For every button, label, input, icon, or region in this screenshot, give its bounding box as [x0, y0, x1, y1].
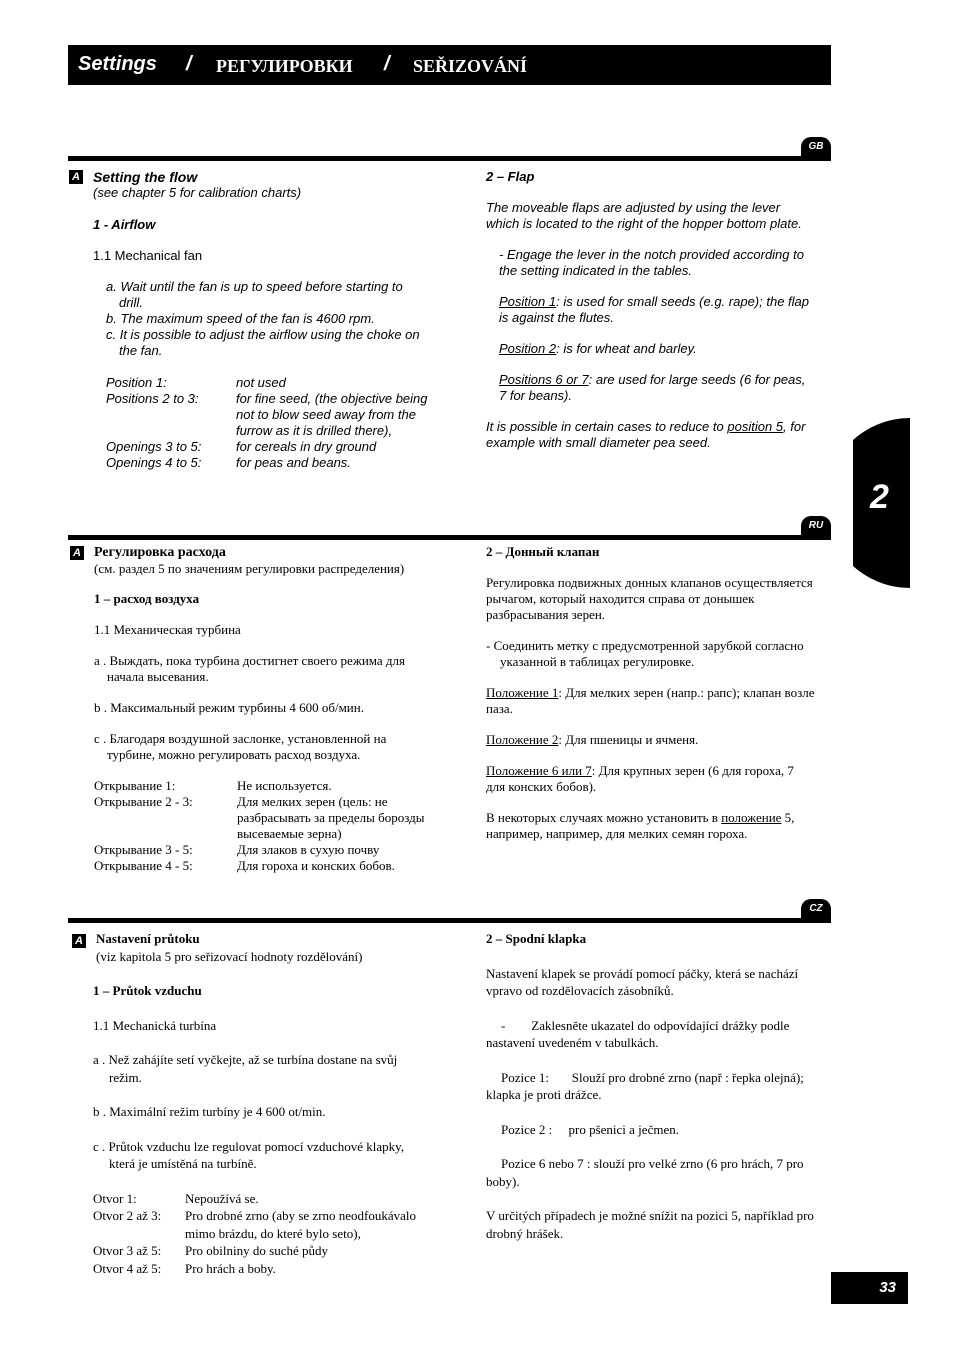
cz-flap-intro: Nastavení klapek se provádí pomocí páčky, která se nachází vpravo od rozdělovacích zásobníků. — [486, 965, 799, 998]
cz-item-a: a . Než zahájíte setí vyčkejte, až se turbína dostane na svůj režim. — [93, 1052, 398, 1085]
gb-reduce-a: It is possible in certain cases to reduce to — [486, 419, 728, 434]
gb-open35-value: for cereals in dry ground — [236, 439, 377, 454]
header-title-ru: РЕГУЛИРОВКИ — [216, 56, 353, 76]
cz-right-column — [486, 930, 816, 1242]
ru-item-a: a . Выждать, пока турбина достигнет своего режима для начала высевания. — [94, 653, 406, 684]
cz-engage: - Zaklesněte ukazatel do odpovídající drážky podle nastavení uvedeném v tabulkách. — [486, 1017, 793, 1050]
gb-p1-text: : is used for small seeds (e.g. rape); the flap is against the flutes. — [499, 294, 809, 325]
ru-p2-label: Положение 2 — [486, 732, 559, 747]
ru-airflow-heading: 1 – расход воздуха — [94, 591, 200, 606]
language-badge-gb: GB — [801, 137, 831, 157]
cz-subtitle: (viz kapitola 5 pro seřizovací hodnoty rozdělování) — [96, 948, 363, 964]
ru-reduce-a: В некоторых случаях можно установить в — [486, 810, 722, 825]
ru-p67-label: Положение 6 или 7 — [486, 763, 592, 778]
cz-item-b: b . Maximální režim turbíny je 4 600 ot/min. — [93, 1104, 326, 1119]
cz-open35-key: Otvor 3 až 5: — [93, 1243, 162, 1258]
ru-right-column — [486, 544, 816, 842]
gb-item-c: c. It is possible to adjust the airflow using the choke on the fan. — [106, 327, 420, 358]
cz-flap-heading: 2 – Spodní klapka — [486, 931, 587, 946]
ru-open23-value: Для мелких зерен (цель: не разбрасывать за пределы борозды высеваемые зерна) — [237, 794, 425, 841]
section-rule-gb — [68, 156, 831, 161]
ru-position-67 — [486, 763, 816, 795]
gb-mech-fan: 1.1 Mechanical fan — [93, 248, 203, 263]
ru-title: Регулировка расхода — [94, 545, 226, 560]
gb-p2-text: : is for wheat and barley. — [556, 341, 697, 356]
cz-reduce: V určitých případech je možné snížit na pozici 5, například pro drobný hrášek. — [486, 1208, 814, 1241]
gb-item-a: a. Wait until the fan is up to speed before starting to drill. — [106, 279, 403, 310]
gb-position-1 — [499, 294, 811, 326]
section-marker-icon: A — [69, 170, 83, 184]
ru-reduce-b: 5, например, например, для мелких семян гороха. — [486, 810, 795, 841]
ru-p1-text: : Для мелких зерен (напр.: рапс); клапан возле паза. — [486, 685, 815, 716]
gb-pos23-value: for fine seed, (the objective being not to blow seed away from the furrow as it is drilled there), — [236, 391, 428, 438]
gb-p67-text: : are used for large seeds (6 for peas, 7 for beans). — [499, 372, 806, 403]
gb-open45-value: for peas and beans. — [236, 455, 351, 470]
gb-position-67 — [499, 372, 811, 404]
gb-reduce-b: , for example with small diameter pea seed. — [486, 419, 806, 450]
ru-reduce-link: положение — [721, 810, 782, 825]
ru-position-2 — [486, 732, 816, 748]
ru-subtitle: (см. раздел 5 по значениям регулировки распределения) — [94, 561, 405, 576]
ru-p67-text: : Для крупных зерен (6 для гороха, 7 для конских бобов). — [486, 763, 794, 794]
cz-open1-key: Otvor 1: — [93, 1190, 137, 1206]
ru-open35-value: Для злаков в сухую почву — [237, 842, 380, 857]
gb-flap-intro: The moveable flaps are adjusted by using the lever which is located to the right of the hopper bottom plate. — [486, 200, 802, 231]
cz-left-column — [93, 930, 423, 1277]
cz-open35-value: Pro obilniny do suché půdy — [185, 1243, 328, 1258]
cz-open1-value: Nepoužívá se. — [185, 1190, 259, 1206]
ru-open45-value: Для гороха и конских бобов. — [237, 858, 395, 873]
gb-engage: - Engage the lever in the notch provided according to the setting indicated in the tables. — [499, 247, 804, 278]
ru-item-c: c . Благодаря воздушной заслонке, установленной на турбине, можно регулировать расход воздуха. — [94, 731, 387, 762]
ru-position-1 — [486, 685, 816, 717]
ru-open23-key: Открывание 2 - 3: — [94, 794, 193, 809]
cz-airflow-heading: 1 – Průtok vzduchu — [93, 983, 202, 998]
page-header-bar — [68, 45, 831, 85]
gb-position-2 — [499, 341, 811, 357]
gb-open35-key: Openings 3 to 5: — [106, 439, 202, 454]
gb-open45-key: Openings 4 to 5: — [106, 455, 202, 470]
gb-flap-heading: 2 – Flap — [486, 169, 535, 184]
chapter-number: 2 — [870, 478, 889, 516]
gb-p67-label: Positions 6 or 7 — [499, 372, 589, 387]
gb-reduce-link: position 5 — [727, 419, 784, 434]
ru-engage-b: указанной в таблицах регулировке. — [500, 654, 695, 669]
gb-pos1-key: Position 1: — [106, 375, 167, 390]
cz-title: Nastavení průtoku — [96, 931, 200, 946]
ru-engage-a: - Соединить метку с предусмотренной зарубкой согласно — [486, 638, 804, 653]
ru-left-column — [94, 545, 429, 874]
gb-reduce — [486, 419, 811, 451]
cz-open23-key: Otvor 2 až 3: — [93, 1208, 162, 1223]
language-badge-ru: RU — [801, 516, 831, 536]
ru-flap-intro: Регулировка подвижных донных клапанов осуществляется рычагом, который находится справа от донышек разбрасывания зерен. — [486, 575, 813, 622]
section-marker-icon: A — [72, 934, 86, 948]
section-marker-icon: A — [70, 546, 84, 560]
header-separator: / — [186, 53, 192, 75]
ru-open1-value: Не используется. — [237, 778, 332, 793]
cz-position-2: Pozice 2 : pro pšenici a ječmen. — [501, 1121, 679, 1137]
section-rule-ru — [68, 535, 831, 540]
ru-open45-key: Открывание 4 - 5: — [94, 858, 193, 873]
gb-subtitle: (see chapter 5 for calibration charts) — [93, 185, 302, 200]
gb-title: Setting the flow — [93, 169, 198, 185]
cz-open45-key: Otvor 4 až 5: — [93, 1260, 162, 1276]
gb-right-column — [486, 169, 811, 451]
language-badge-cz: CZ — [801, 899, 831, 919]
ru-p2-text: : Для пшеницы и ячменя. — [558, 732, 699, 747]
section-rule-cz — [68, 918, 831, 923]
header-title-cz: SEŘIZOVÁNÍ — [413, 56, 528, 76]
ru-open35-key: Открывание 3 - 5: — [94, 842, 193, 857]
cz-open45-value: Pro hrách a boby. — [185, 1260, 276, 1276]
header-title-en: Settings — [78, 53, 157, 75]
gb-airflow-heading: 1 - Airflow — [93, 217, 156, 232]
header-separator: / — [384, 53, 390, 75]
gb-p2-label: Position 2 — [499, 341, 557, 356]
gb-left-column — [93, 169, 428, 471]
ru-item-b: b . Максимальный режим турбины 4 600 об/мин. — [94, 700, 364, 715]
cz-open23-value: Pro drobné zrno (aby se zrno neodfoukávalo mimo brázdu, do které bylo seto), — [185, 1208, 417, 1241]
cz-mech-fan: 1.1 Mechanická turbína — [93, 1017, 217, 1033]
gb-pos1-value: not used — [236, 375, 286, 390]
page-number: 33 — [879, 1279, 896, 1296]
gb-pos23-key: Positions 2 to 3: — [106, 391, 199, 406]
gb-p1-label: Position 1 — [499, 294, 557, 309]
gb-item-b: b. The maximum speed of the fan is 4600 rpm. — [106, 311, 375, 326]
page-number-box — [831, 1272, 908, 1304]
ru-open1-key: Открывание 1: — [94, 778, 176, 793]
ru-flap-heading: 2 – Донный клапан — [486, 544, 600, 559]
cz-item-c: c . Průtok vzduchu lze regulovat pomocí vzduchové klapky, která je umístěná na turbíně. — [93, 1138, 405, 1171]
ru-mech-fan: 1.1 Механическая турбина — [94, 622, 241, 637]
ru-reduce — [486, 810, 816, 842]
cz-position-1: Pozice 1: Slouží pro drobné zrno (např : řepka olejná); klapka je proti drážce. — [486, 1069, 808, 1102]
cz-position-67: Pozice 6 nebo 7 : slouží pro velké zrno (6 pro hrách, 7 pro boby). — [486, 1156, 804, 1189]
ru-p1-label: Положение 1 — [486, 685, 559, 700]
